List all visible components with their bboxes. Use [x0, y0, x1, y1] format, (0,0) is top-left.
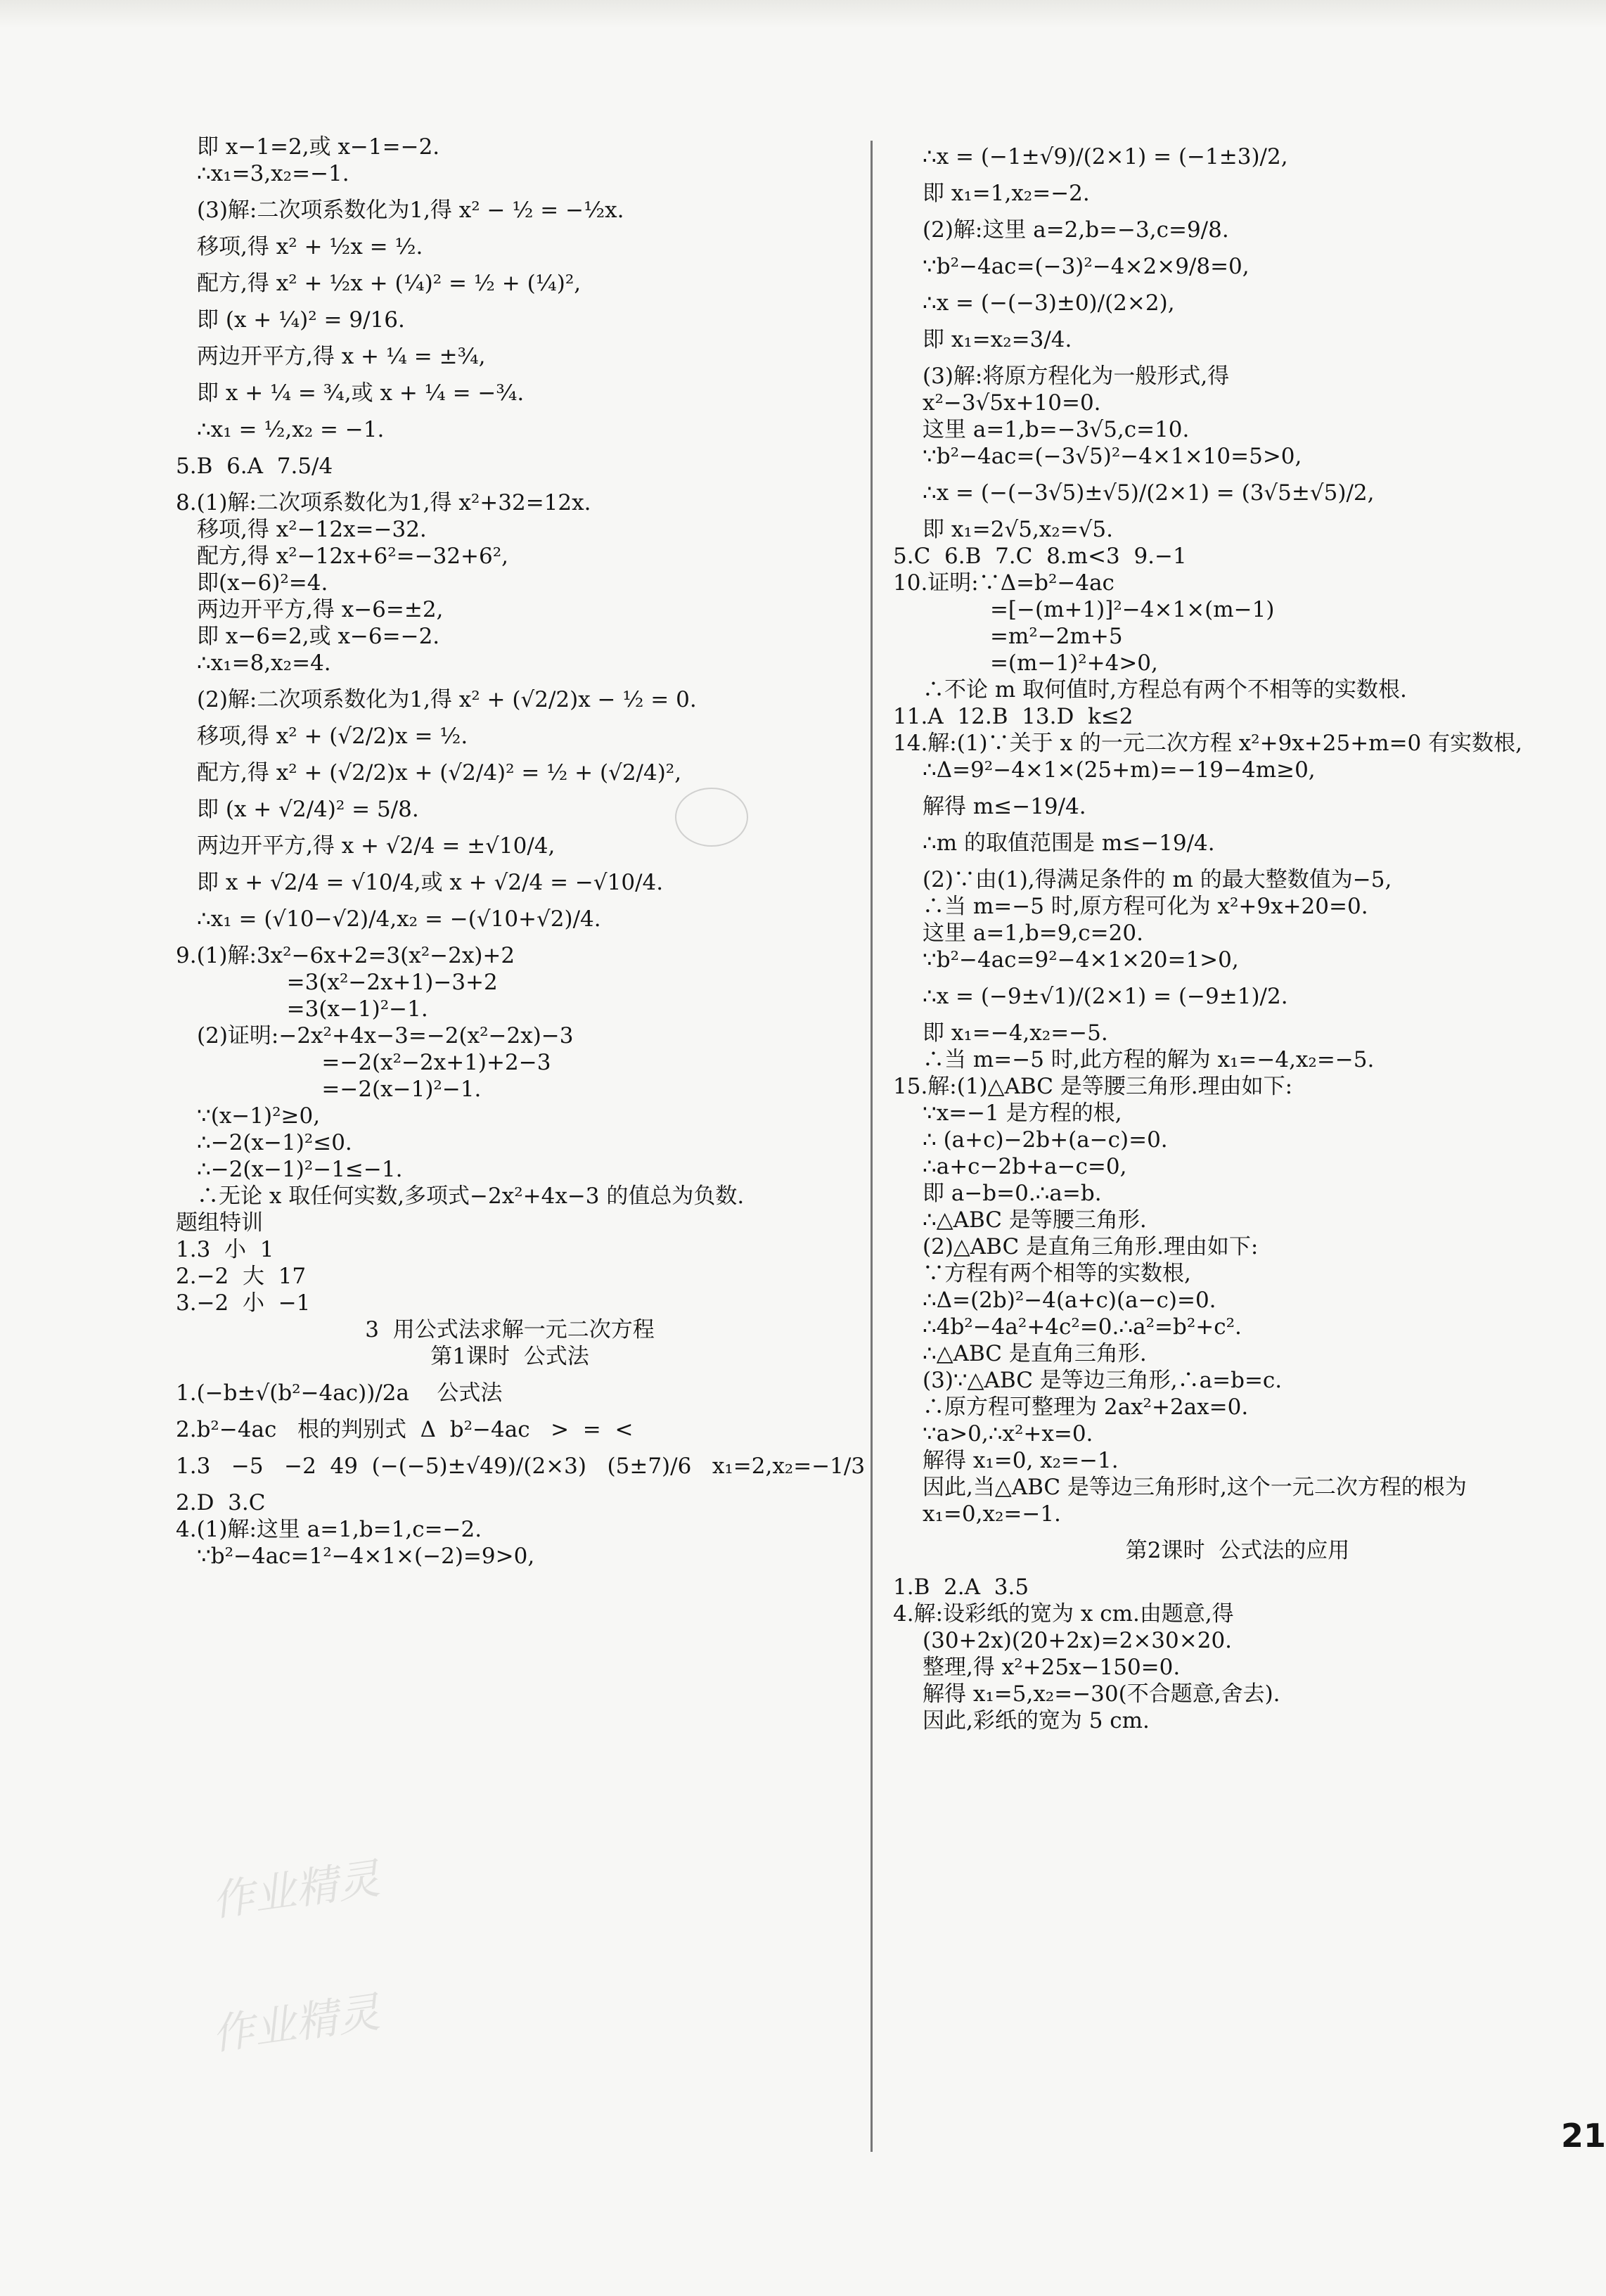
left-answer-line: 两边开平方,得 x−6=±2,: [197, 597, 444, 622]
right-answer-line: (3)∵△ABC 是等边三角形,∴a=b=c.: [923, 1368, 1283, 1393]
left-answer-line: =3(x²−2x+1)−3+2: [176, 970, 498, 995]
right-answer-line: 因此,当△ABC 是等边三角形时,这个一元二次方程的根为: [923, 1475, 1467, 1500]
right-answer-line: ∵b²−4ac=(−3√5)²−4×1×10=5>0,: [923, 444, 1302, 469]
right-answer-line: 即 x₁=1,x₂=−2.: [923, 181, 1090, 206]
left-answer-line: 1.3 小 1: [176, 1237, 274, 1262]
left-column: [176, 134, 866, 1570]
right-answer-line: ∴Δ=9²−4×1×(25+m)=−19−4m≥0,: [923, 757, 1316, 783]
right-answer-line: 14.解:(1)∵关于 x 的一元二次方程 x²+9x+25+m=0 有实数根,: [893, 731, 1522, 756]
left-answer-line: 3 用公式法求解一元二次方程: [365, 1317, 655, 1342]
right-answer-line: ∴x = (−9±√1)/(2×1) = (−9±1)/2.: [923, 984, 1288, 1009]
right-answer-line: 因此,彩纸的宽为 5 cm.: [923, 1708, 1150, 1733]
right-answer-line: 即 a−b=0.∴a=b.: [923, 1181, 1102, 1206]
left-answer-line: ∴x₁=8,x₂=4.: [197, 650, 331, 676]
page-number: 21: [1560, 2117, 1606, 2155]
right-answer-line: 整理,得 x²+25x−150=0.: [923, 1655, 1181, 1680]
left-answer-line: ∴x₁ = (√10−√2)/4,x₂ = −(√10+√2)/4.: [197, 906, 601, 932]
left-answer-line: =−2(x−1)²−1.: [197, 1077, 482, 1102]
left-answer-line: =3(x−1)²−1.: [176, 996, 428, 1022]
right-answer-line: (30+2x)(20+2x)=2×30×20.: [923, 1628, 1233, 1653]
left-answer-line: 即 x−6=2,或 x−6=−2.: [197, 624, 440, 649]
right-answer-line: 这里 a=1,b=9,c=20.: [923, 921, 1143, 946]
right-answer-line: 15.解:(1)△ABC 是等腰三角形.理由如下:: [893, 1074, 1293, 1099]
right-answer-line: ∴不论 m 取何值时,方程总有两个不相等的实数根.: [923, 677, 1407, 703]
right-answer-line: ∴4b²−4a²+4c²=0.∴a²=b²+c².: [923, 1314, 1242, 1340]
right-answer-line: =(m−1)²+4>0,: [893, 650, 1158, 676]
left-answer-line: 1.(−b±√(b²−4ac))/2a 公式法: [176, 1380, 503, 1406]
right-answer-line: 解得 m≤−19/4.: [923, 794, 1086, 819]
right-answer-line: ∴ (a+c)−2b+(a−c)=0.: [923, 1127, 1168, 1153]
watermark-text: 作业精灵: [208, 1987, 383, 2060]
column-divider: [871, 141, 873, 2152]
left-answer-line: 移项,得 x² + ½x = ½.: [197, 234, 423, 259]
right-answer-line: (2)解:这里 a=2,b=−3,c=9/8.: [923, 217, 1229, 243]
left-answer-line: 即(x−6)²=4.: [197, 570, 328, 596]
left-answer-line: ∴无论 x 取任何实数,多项式−2x²+4x−3 的值总为负数.: [197, 1184, 745, 1209]
right-answer-line: 11.A 12.B 13.D k≤2: [893, 704, 1133, 729]
right-answer-line: ∴当 m=−5 时,原方程可化为 x²+9x+20=0.: [923, 894, 1368, 919]
left-answer-line: 移项,得 x²−12x=−32.: [197, 517, 427, 542]
right-answer-line: 即 x₁=2√5,x₂=√5.: [923, 517, 1114, 542]
left-answer-line: (3)解:二次项系数化为1,得 x² − ½ = −½x.: [197, 198, 624, 223]
right-answer-line: ∵x=−1 是方程的根,: [923, 1101, 1122, 1126]
right-answer-line: ∴x = (−(−3√5)±√5)/(2×1) = (3√5±√5)/2,: [923, 480, 1375, 506]
right-answer-line: ∵a>0,∴x²+x=0.: [923, 1421, 1093, 1447]
left-answer-line: 即 (x + √2/4)² = 5/8.: [197, 797, 419, 822]
right-answer-line: x₁=0,x₂=−1.: [923, 1501, 1061, 1527]
right-column: [893, 134, 1582, 1734]
right-answer-line: ∴当 m=−5 时,此方程的解为 x₁=−4,x₂=−5.: [923, 1047, 1375, 1072]
right-answer-line: (2)∵由(1),得满足条件的 m 的最大整数值为−5,: [923, 867, 1392, 892]
left-answer-line: 2.D 3.C: [176, 1490, 266, 1515]
left-answer-line: 第1课时 公式法: [430, 1344, 589, 1369]
left-answer-line: (2)解:二次项系数化为1,得 x² + (√2/2)x − ½ = 0.: [197, 687, 697, 712]
right-answer-line: ∵b²−4ac=9²−4×1×20=1>0,: [923, 947, 1239, 973]
right-answer-line: ∴原方程可整理为 2ax²+2ax=0.: [923, 1394, 1249, 1420]
left-answer-line: 题组特训: [176, 1210, 263, 1236]
right-answer-line: 即 x₁=x₂=3/4.: [923, 327, 1072, 352]
left-answer-line: 5.B 6.A 7.5/4: [176, 454, 333, 479]
right-answer-line: 1.B 2.A 3.5: [893, 1575, 1029, 1600]
right-answer-line: 4.解:设彩纸的宽为 x cm.由题意,得: [893, 1601, 1234, 1627]
right-answer-line: =m²−2m+5: [893, 624, 1123, 649]
watermark-text: 作业精灵: [208, 1854, 383, 1927]
left-answer-line: 配方,得 x²−12x+6²=−32+6²,: [197, 544, 509, 569]
left-answer-line: 9.(1)解:3x²−6x+2=3(x²−2x)+2: [176, 943, 515, 968]
left-answer-line: 8.(1)解:二次项系数化为1,得 x²+32=12x.: [176, 490, 591, 515]
right-answer-line: ∴△ABC 是等腰三角形.: [923, 1207, 1147, 1233]
left-answer-line: 1.3 −5 −2 49 (−(−5)±√49)/(2×3) (5±7)/6 x₁=2,x₂=−1/3: [176, 1454, 866, 1479]
left-answer-line: 即 x + √2/4 = √10/4,或 x + √2/4 = −√10/4.: [197, 870, 664, 895]
right-answer-line: ∵b²−4ac=(−3)²−4×2×9/8=0,: [923, 254, 1250, 279]
left-answer-line: 即 (x + ¼)² = 9/16.: [197, 307, 405, 333]
left-answer-line: 3.−2 小 −1: [176, 1290, 311, 1316]
left-answer-line: 即 x−1=2,或 x−1=−2.: [197, 134, 440, 160]
right-answer-line: ∴Δ=(2b)²−4(a+c)(a−c)=0.: [923, 1288, 1216, 1313]
left-answer-line: 即 x + ¼ = ¾,或 x + ¼ = −¾.: [197, 380, 525, 406]
left-answer-line: ∵(x−1)²≥0,: [197, 1103, 321, 1129]
right-answer-line: x²−3√5x+10=0.: [923, 390, 1101, 416]
left-answer-line: =−2(x²−2x+1)+2−3: [197, 1050, 551, 1075]
right-answer-line: 这里 a=1,b=−3√5,c=10.: [923, 417, 1190, 442]
left-answer-line: ∴−2(x−1)²≤0.: [197, 1130, 352, 1155]
watermark-stamp: [675, 788, 748, 847]
right-answer-line: 即 x₁=−4,x₂=−5.: [923, 1020, 1108, 1046]
right-answer-line: ∴x = (−(−3)±0)/(2×2),: [923, 290, 1175, 316]
right-answer-line: (2)△ABC 是直角三角形.理由如下:: [923, 1234, 1259, 1259]
left-answer-line: ∴x₁=3,x₂=−1.: [197, 161, 349, 186]
left-answer-line: 两边开平方,得 x + √2/4 = ±√10/4,: [197, 833, 555, 859]
left-answer-line: ∵b²−4ac=1²−4×1×(−2)=9>0,: [197, 1544, 535, 1569]
left-answer-line: 移项,得 x² + (√2/2)x = ½.: [197, 724, 468, 749]
right-answer-line: ∵方程有两个相等的实数根,: [923, 1261, 1191, 1286]
right-answer-line: (3)解:将原方程化为一般形式,得: [923, 364, 1230, 389]
right-answer-line: ∴x = (−1±√9)/(2×1) = (−1±3)/2,: [923, 144, 1288, 169]
page-top-edge: [0, 0, 1606, 28]
left-answer-line: 2.b²−4ac 根的判别式 Δ b²−4ac > = <: [176, 1417, 634, 1442]
left-answer-line: 4.(1)解:这里 a=1,b=1,c=−2.: [176, 1517, 482, 1542]
right-answer-line: ∴m 的取值范围是 m≤−19/4.: [923, 830, 1215, 856]
left-answer-line: 配方,得 x² + (√2/2)x + (√2/4)² = ½ + (√2/4)²,: [197, 760, 682, 785]
right-answer-line: 5.C 6.B 7.C 8.m<3 9.−1: [893, 544, 1187, 569]
right-answer-line: 第2课时 公式法的应用: [1125, 1538, 1350, 1563]
left-answer-line: 2.−2 大 17: [176, 1264, 307, 1289]
right-answer-line: ∴a+c−2b+a−c=0,: [923, 1154, 1127, 1179]
left-answer-line: 两边开平方,得 x + ¼ = ±¾,: [197, 344, 486, 369]
right-answer-line: 解得 x₁=5,x₂=−30(不合题意,舍去).: [923, 1681, 1280, 1707]
left-answer-line: (2)证明:−2x²+4x−3=−2(x²−2x)−3: [197, 1023, 574, 1048]
right-answer-line: =[−(m+1)]²−4×1×(m−1): [893, 597, 1275, 622]
right-answer-line: 解得 x₁=0, x₂=−1.: [923, 1448, 1119, 1473]
right-answer-line: 10.证明:∵Δ=b²−4ac: [893, 570, 1114, 596]
left-answer-line: 配方,得 x² + ½x + (¼)² = ½ + (¼)²,: [197, 271, 582, 296]
right-answer-line: ∴△ABC 是直角三角形.: [923, 1341, 1147, 1366]
left-answer-line: ∴x₁ = ½,x₂ = −1.: [197, 417, 385, 442]
left-answer-line: ∴−2(x−1)²−1≤−1.: [197, 1157, 403, 1182]
